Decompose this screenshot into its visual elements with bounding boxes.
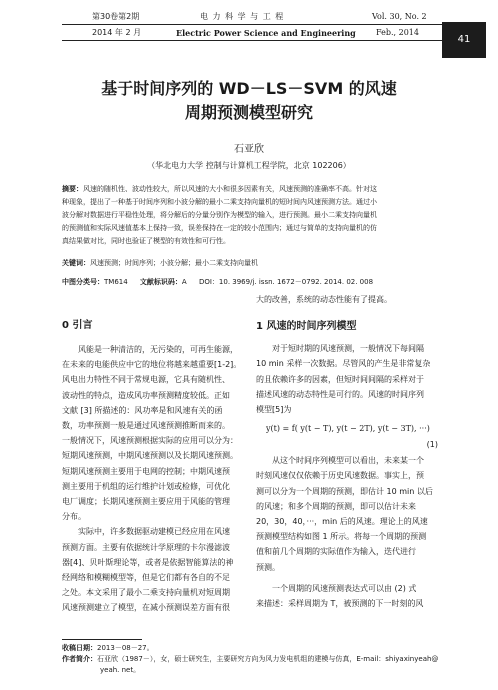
text-line: 经网络和模糊模型等，但是它们都有各自的不足: [62, 573, 230, 583]
text-line: 短期风速预测，中期风速预测以及长期风速预测。: [62, 451, 238, 461]
text-line: 20，30，40，···，min 后的风速。理论上的风速: [256, 517, 428, 527]
text-line: 风能是一种清洁的，无污染的，可再生能源，: [78, 345, 238, 354]
abstract-line: 波分解对数据进行平稳性处理，将分解后的分量分别作为模型的输入，进行预测。最小二乘支持向量机: [62, 211, 377, 219]
abstract-line: 种现象，提出了一种基于时间序列和小波分解的最小二乘支持向量机的短时间内风速预测方法。通过小: [62, 198, 377, 206]
footnote-received: 收稿日期：2013－08－27。: [62, 644, 154, 652]
text-line: 模型[5]为: [256, 405, 292, 415]
footnote-author-bio-cont: yeah. net。: [100, 666, 141, 674]
abstract-line: 真结果做对比，同时也验证了模型的有效性和可行性。: [62, 237, 230, 245]
text-line: 的且依赖许多的因素，但短时间间隔的采样对于: [256, 374, 424, 384]
text-line: 波动性的特点，造成风功率预测精度较低。正如: [62, 390, 230, 400]
text-line: 描述风速的动态特性是可行的。风速的时间序列: [256, 389, 424, 399]
header-rule-bottom: [62, 40, 442, 41]
abstract-label: 摘要：: [62, 185, 83, 193]
page-number-tab: 41: [442, 22, 486, 58]
header-rule-top: [62, 24, 442, 25]
abstract-line: 摘要：风速的随机性、波动性较大，所以风速的大小和很多因素有关，风速预测的准确率不高。针对这: [62, 185, 377, 193]
text-line: 之处。本文采用了最小二乘支持向量机对短周期: [62, 588, 230, 598]
footnote: [62, 643, 442, 676]
intro-paragraph-2: [62, 524, 248, 615]
text-line: 一个周期的风速预测表达式可以由 (2) 式: [272, 583, 417, 593]
text-line: 预测方面。主要有依据统计学原理的卡尔漫滤波: [62, 542, 230, 552]
text-line: 对于短时期的风速预测，一般情况下每间隔: [272, 344, 424, 354]
text-line: 值和前几个周期的实际值作为输入，迭代进行: [256, 547, 416, 557]
article-title-line1: 基于时间序列的 WD－LS－SVM 的风速: [101, 79, 397, 98]
section-title-time-series: 1 风速的时间序列模型: [256, 321, 357, 333]
section-title-introduction: 0 引言: [62, 320, 93, 331]
text-line: 数，功率预测一般是通过风速预测推断而来的。: [62, 421, 230, 431]
text-line: 短期风速预测主要用于电网的控制；中期风速预: [62, 466, 230, 476]
clc: 中图分类号：TM614: [62, 278, 128, 286]
article-affiliation: （华北电力大学 控制与计算机工程学院，北京 102206）: [147, 161, 351, 170]
header-journal-cn: 电 力 科 学 与 工 程: [200, 12, 285, 21]
header-volume-cn: 第30卷第2期: [92, 12, 140, 21]
footnote-author-bio: 作者简介：石亚欣（1987－），女，硕士研究生，主要研究方向为风力发电机组的建模与仿真，E-mail：shiyaxinyeah@: [62, 655, 439, 663]
text-line: 预测。: [256, 562, 280, 572]
doi: DOI：10. 3969/j. issn. 1672－0792. 2014. 02. 008: [198, 278, 374, 286]
text-line: 测主要用于机组的运行维护计划或检修，可优化: [62, 481, 230, 491]
text-line: 分布。: [62, 512, 86, 522]
header-date-en: Feb., 2014: [376, 28, 419, 37]
text-line: 风电出力特性不同于常规电源，它具有随机性、: [62, 375, 230, 385]
equation-number-1: (1): [426, 440, 438, 450]
keywords-text: 风速预测；时间序列；小波分解；最小二乘支持向量机: [90, 259, 258, 267]
text-line: 文献 [3] 所描述的：风功率是和风速有关的函: [62, 405, 223, 415]
doc-code: 文献标识码：A: [139, 278, 187, 286]
ts-paragraph-1: [256, 341, 442, 417]
text-line: 来描述：采样周期为 T，被预测的下一时刻的风: [256, 599, 424, 609]
journal-header: [0, 0, 498, 60]
header-volume-en: Vol. 30, No. 2: [372, 12, 427, 21]
abstract-line: 的预测值和实际风速值基本上保持一致，误差保持在一定的较小范围内；通过与简单的支持向量机的仿: [62, 224, 377, 232]
keywords-label: 关键词：: [62, 259, 90, 267]
text-line: 的风速；和多个周期的预测，即可以估计未来: [256, 501, 416, 511]
article-title-line2: 周期预测模型研究: [184, 103, 313, 122]
text-line: 风速预测建立了模型，在减小预测误差方面有很: [62, 603, 230, 613]
header-journal-en: Electric Power Science and Engineering: [176, 28, 356, 38]
text-line: 从这个时间序列模型可以看出，未来某一个: [272, 456, 424, 466]
footnote-rule: [62, 639, 142, 640]
ts-paragraph-2: [256, 453, 442, 575]
header-date-cn: 2014 年 2 月: [92, 28, 142, 37]
intro-paragraph-1: [62, 342, 248, 524]
equation-block: [256, 417, 442, 453]
text-line: 预测模型结构如图 1 所示。将每一个周期的预测: [256, 532, 427, 542]
keywords: [62, 258, 436, 269]
classification-line: [62, 277, 436, 288]
text-line: 大的改善，系统的动态性能有了提高。: [256, 295, 392, 304]
text-line: 电厂调度；长期风速预测主要应用于风能的管理: [62, 497, 230, 507]
text-line: 时刻风速仅仅依赖于历史风速数据。事实上，预: [256, 471, 424, 481]
text-line: 实际中，许多数据驱动建模已经应用在风速: [78, 527, 230, 537]
text-line: 测可以分为一个周期的预测，即估计 10 min 以后: [256, 486, 433, 496]
equation-1: y(t) = f( y(t − T), y(t − 2T), y(t − 3T), ···): [266, 424, 430, 434]
ts-paragraph-3: [256, 581, 442, 611]
article-author: 石亚欣: [234, 144, 264, 155]
text-line: 在未来的电能供应中它的地位将越来越重要[1-2]。: [62, 360, 242, 370]
text-line: 一般情况下，风速预测根据实际的应用可以分为：: [62, 436, 238, 446]
right-column: [256, 292, 442, 611]
abstract: [62, 183, 436, 248]
left-column: [62, 300, 248, 616]
text-line: 10 min 采样一次数据。尽管风的产生是非常复杂: [256, 359, 431, 369]
text-line: 器[4]、贝叶斯理论等，或者是依据智能算法的神: [62, 557, 234, 567]
